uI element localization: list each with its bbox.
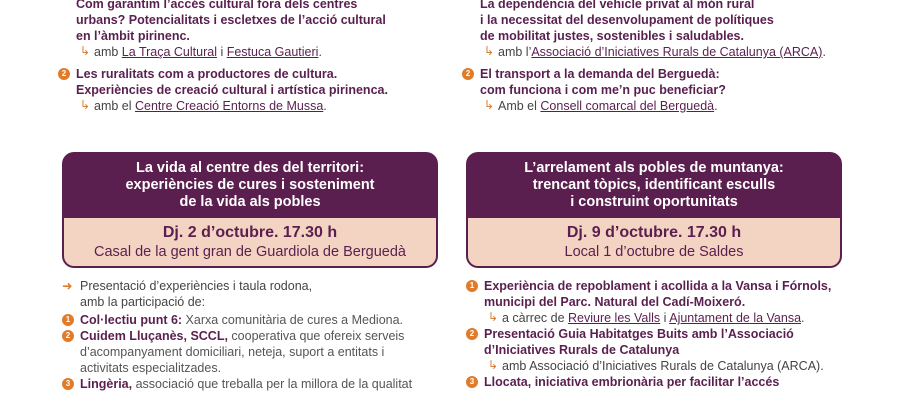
right-top-items — [462, 0, 842, 114]
return-arrow-icon: ↳ — [488, 310, 499, 324]
organizer-link[interactable]: Consell comarcal del Berguedà — [540, 99, 715, 113]
session-date-left — [62, 218, 438, 268]
return-arrow-icon: ↳ — [80, 44, 91, 58]
list-item — [58, 66, 438, 114]
organizer-line: ↳ amb el Centre Creació Entorns de Mussa. — [80, 98, 327, 113]
organizer-link[interactable]: Reviure les Valls — [568, 311, 661, 325]
item-title: Experiència de repoblament i acollida a la Vansa i Fórnols, municipi del Parc. Natural del Cadí-Moixeró. — [484, 279, 832, 309]
session-place: Local 1 d’octubre de Saldes — [564, 244, 744, 260]
organizer-link[interactable]: Centre Creació Entorns de Mussa — [135, 99, 324, 113]
item-title: Presentació Guia Habitatges Buits amb l’Associació d’Iniciatives Rurals de Catalunya — [484, 327, 794, 357]
session-date: Dj. 9 d’octubre. 17.30 h — [566, 224, 742, 241]
session-place: Casal de la gent gran de Guardiola de Berguedà — [94, 244, 406, 260]
organizer-line: ↳ a càrrec de Reviure les Valls i Ajuntament de la Vansa. — [488, 310, 805, 325]
return-arrow-icon: ↳ — [488, 358, 499, 372]
item-title: El transport a la demanda del Berguedà: com funciona i com me’n puc beneficiar? — [480, 67, 726, 97]
return-arrow-icon: ↳ — [80, 98, 91, 112]
right-session-items — [466, 278, 846, 390]
right-arrow-icon: ➜ — [62, 279, 73, 293]
list-item — [462, 66, 842, 114]
item-title: La dependència del vehicle privat al món rural i la necessitat del desenvolupament de polítiques de mobilitat justes, sostenibles i saludables. — [480, 0, 774, 43]
circle-number-icon: 1 — [62, 314, 74, 326]
circle-number-icon: 2 — [58, 68, 70, 80]
organizer-line: ↳ amb l’Associació d’Iniciatives Rurals de Catalunya (ARCA). — [484, 44, 826, 59]
list-item: 1 Col·lectiu punt 6: Xarxa comunitària de cures a Mediona. — [62, 312, 442, 328]
circle-number-icon: 2 — [466, 328, 478, 340]
item-title: Les ruralitats com a productores de cultura. Experiències de creació cultural i artística pirinenca. — [76, 67, 388, 97]
organizer-link[interactable]: Ajuntament de la Vansa — [669, 311, 802, 325]
circle-number-icon: 2 — [462, 68, 474, 80]
circle-number-icon: 3 — [62, 378, 74, 390]
organizer-link[interactable]: Associació d’Iniciatives Rurals de Catalunya (ARCA) — [531, 45, 823, 59]
list-item — [462, 0, 842, 60]
session-date-right — [466, 218, 842, 268]
item-title: Llocata, iniciativa embrionària per facilitar l’accés — [484, 375, 780, 389]
list-item — [466, 374, 846, 390]
circle-number-icon: 2 — [62, 330, 74, 342]
return-arrow-icon: ↳ — [484, 44, 495, 58]
organizer-link[interactable]: Festuca Gautieri — [226, 45, 319, 59]
list-item: 2 Cuidem Lluçanès, SCCL, cooperativa que ofereix serveis d’acompanyament domiciliari, neteja, suport a entitats i activitats especialitzades. — [62, 328, 442, 376]
list-item — [58, 0, 438, 60]
left-top-items — [58, 0, 438, 114]
return-arrow-icon: ↳ — [484, 98, 495, 112]
list-item — [466, 326, 846, 374]
organizer-line: ↳ amb Associació d’Iniciatives Rurals de Catalunya (ARCA). — [488, 358, 824, 373]
organizer-line: ↳ Amb el Consell comarcal del Berguedà. — [484, 98, 718, 113]
organizer-line: ↳ amb La Traça Cultural i Festuca Gautieri. — [80, 44, 322, 59]
organizer-link[interactable]: La Traça Cultural — [121, 45, 217, 59]
left-session-items — [62, 278, 442, 392]
session-date: Dj. 2 d’octubre. 17.30 h — [162, 224, 338, 241]
session-header-right: L’arrelament als pobles de muntanya: trencant tòpics, identificant esculls i construint oportunitats — [466, 152, 842, 218]
session-header-left: La vida al centre des del territori: experiències de cures i sosteniment de la vida als pobles — [62, 152, 438, 218]
item-title: Com garantim l’accés cultural fora dels centres urbans? Potencialitats i escletxes de l’acció cultural en l’àmbit pirinenc. — [76, 0, 386, 43]
list-item: 3 Lingèria, associació que treballa per la millora de la qualitat — [62, 376, 442, 392]
session-intro: ➜ Presentació d’experiències i taula rodona, amb la participació de: — [62, 279, 313, 309]
circle-number-icon: 3 — [466, 376, 478, 388]
list-item — [466, 278, 846, 326]
circle-number-icon: 1 — [466, 280, 478, 292]
